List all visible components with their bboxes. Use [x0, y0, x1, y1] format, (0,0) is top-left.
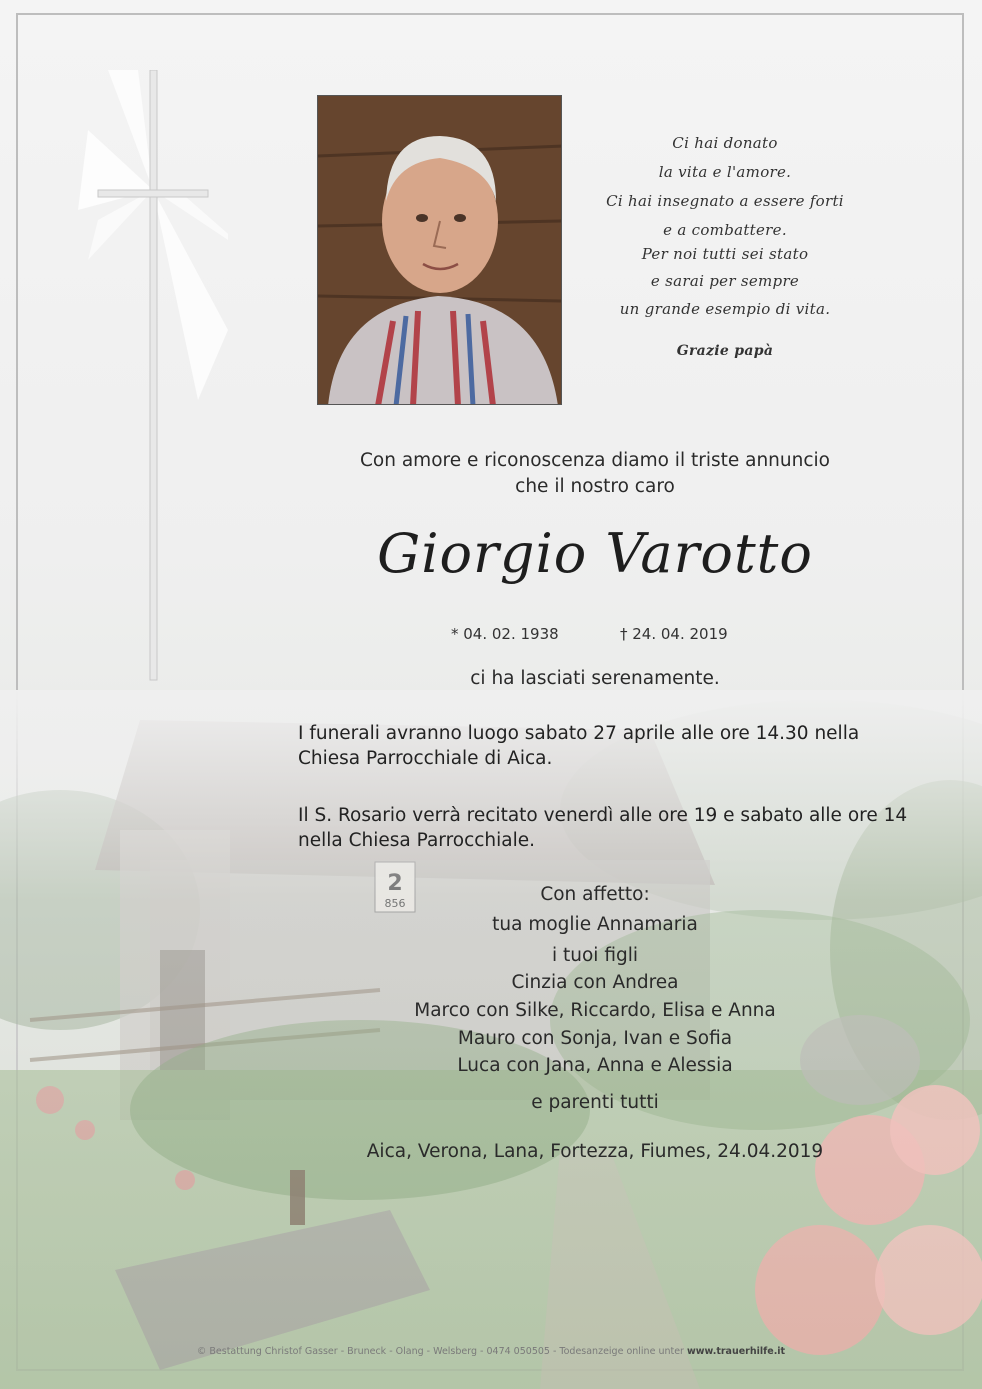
- footer-link[interactable]: www.trauerhilfe.it: [686, 1346, 786, 1357]
- family-line: Con affetto:: [540, 884, 650, 905]
- announcement-line: che il nostro caro: [515, 476, 675, 497]
- family-line: Cinzia con Andrea: [511, 972, 679, 993]
- portrait-photo: [317, 95, 562, 405]
- family-line: Mauro con Sonja, Ivan e Sofia: [457, 1028, 733, 1049]
- poem-line: Per noi tutti sei stato: [641, 245, 809, 263]
- poem-line: Ci hai donato: [672, 134, 778, 152]
- deceased-name: Giorgio Varotto: [377, 522, 813, 585]
- family-line: i tuoi figli: [551, 945, 638, 966]
- family-line: Luca con Jana, Anna e Alessia: [457, 1055, 733, 1076]
- place-and-date: Aica, Verona, Lana, Fortezza, Fiumes, 24.04.2019: [366, 1141, 824, 1162]
- poem-line: e sarai per sempre: [650, 272, 800, 290]
- cross-icon: [78, 70, 228, 690]
- funeral-notice: I funerali avranno luogo sabato 27 aprile alle ore 14.30 nella Chiesa Parrocchiale di Aica.: [298, 723, 860, 769]
- rosary-notice: Il S. Rosario verrà recitato venerdì alle ore 19 e sabato alle ore 14 nella Chiesa Parrocchiale.: [298, 805, 908, 851]
- family-line: e parenti tutti: [531, 1092, 659, 1113]
- poem-line: la vita e l'amore.: [658, 163, 792, 181]
- poem-signoff: Grazie papà: [676, 343, 774, 359]
- family-line: Marco con Silke, Riccardo, Elisa e Anna: [414, 1000, 776, 1021]
- poem-line: Ci hai insegnato a essere forti: [606, 192, 844, 210]
- birth-date: * 04. 02. 1938: [451, 625, 559, 643]
- family-line: tua moglie Annamaria: [492, 914, 698, 935]
- death-date: † 24. 04. 2019: [620, 625, 728, 643]
- poem-line: e a combattere.: [663, 221, 787, 239]
- announcement-line: Con amore e riconoscenza diamo il triste annuncio: [360, 450, 830, 471]
- poem-line: un grande esempio di vita.: [619, 300, 831, 318]
- passing-note: ci ha lasciati serenamente.: [470, 668, 720, 689]
- footer-credit: [0, 1346, 982, 1357]
- footer-text: © Bestattung Christof Gasser - Bruneck - Olang - Welsberg - 0474 050505 - Todesanzeige online unter: [196, 1346, 687, 1357]
